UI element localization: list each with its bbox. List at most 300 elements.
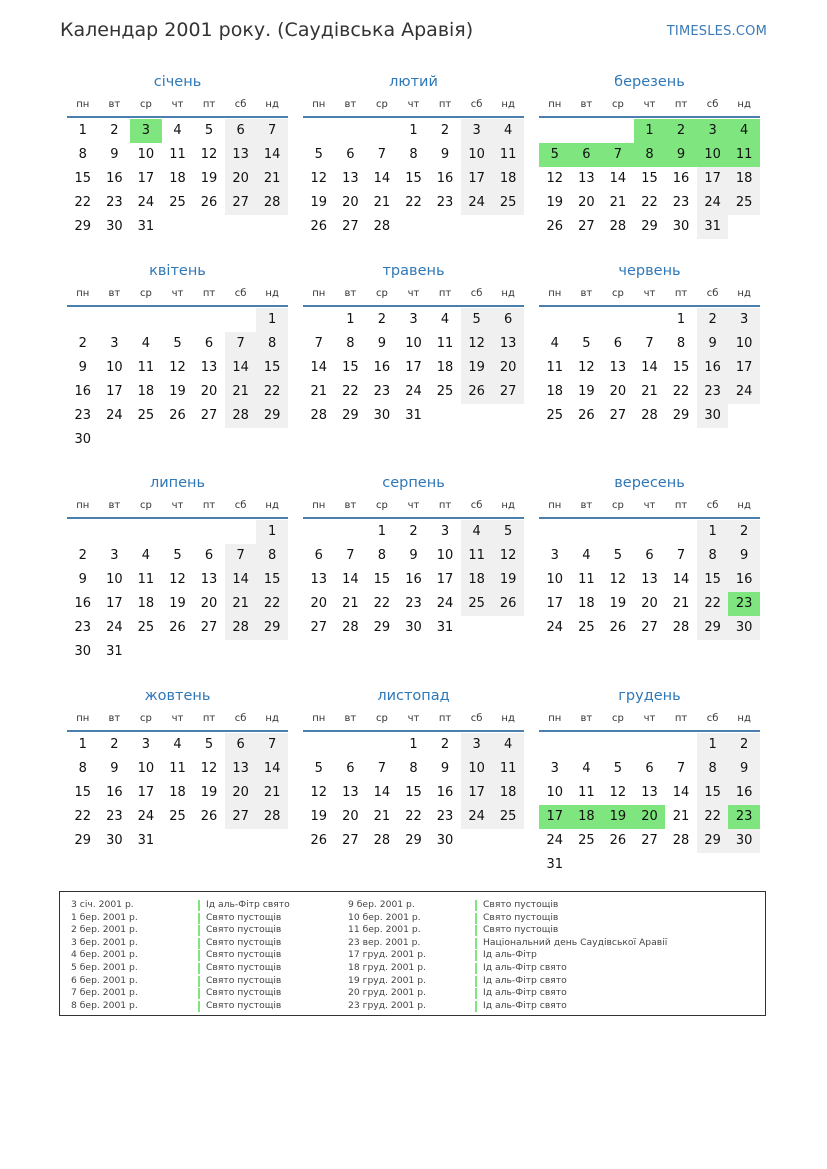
legend-date: 23 груд. 2001 р. <box>348 999 426 1011</box>
legend-date: 10 бер. 2001 р. <box>348 911 421 923</box>
day-cell: 8 <box>256 332 288 356</box>
day-cell: 1 <box>78 737 87 752</box>
day-cell: 23 <box>436 809 454 824</box>
legend-date: 1 бер. 2001 р. <box>71 911 138 923</box>
legend-row <box>348 962 667 975</box>
weekday-label: сб <box>234 713 247 724</box>
day-cell: 17 <box>728 356 760 380</box>
day-cell: 26 <box>546 219 564 234</box>
day-cell: 6 <box>645 548 654 563</box>
weekday-header <box>303 708 524 732</box>
holiday-day-cell: 11 <box>728 143 760 167</box>
legend-row <box>348 912 667 925</box>
day-cell: 20 <box>225 167 257 191</box>
day-cell: 10 <box>461 143 493 167</box>
day-cell: 9 <box>440 147 450 162</box>
day-cell: 19 <box>310 195 328 210</box>
day-cell: 8 <box>409 761 418 776</box>
empty-cell <box>539 119 571 143</box>
day-cell: 18 <box>546 384 564 399</box>
empty-cell <box>539 308 571 332</box>
day-cell: 12 <box>310 785 328 800</box>
weekday-label: сб <box>706 288 719 299</box>
legend-color-bar <box>198 988 200 999</box>
empty-cell <box>539 520 571 544</box>
day-cell: 21 <box>310 384 328 399</box>
day-cell: 15 <box>256 568 288 592</box>
day-cell: 22 <box>256 592 288 616</box>
day-cell: 1 <box>377 524 387 539</box>
day-cell: 24 <box>697 191 729 215</box>
day-cell: 3 <box>110 548 119 563</box>
weekday-label: пт <box>674 99 688 110</box>
legend-row <box>348 1000 667 1013</box>
day-cell: 5 <box>582 336 591 351</box>
weekday-label: вт <box>344 288 357 299</box>
month-name: лютий <box>389 74 438 90</box>
holiday-day-cell: 3 <box>697 119 729 143</box>
day-cell: 24 <box>461 805 493 829</box>
day-cell: 20 <box>492 356 524 380</box>
holiday-day-cell: 4 <box>728 119 760 143</box>
day-grid <box>303 119 524 239</box>
weekday-header <box>539 495 760 519</box>
day-cell: 13 <box>200 360 218 375</box>
legend-date: 19 груд. 2001 р. <box>348 974 426 986</box>
day-cell: 18 <box>728 167 760 191</box>
day-cell: 11 <box>492 757 524 781</box>
legend-color-bar <box>475 950 477 961</box>
month-name: серпень <box>382 475 445 491</box>
day-cell: 22 <box>405 195 422 210</box>
day-cell: 17 <box>461 167 493 191</box>
day-cell: 6 <box>645 761 654 776</box>
holiday-day-cell: 19 <box>602 805 634 829</box>
legend-color-bar <box>198 1001 200 1012</box>
day-cell: 15 <box>256 356 288 380</box>
empty-cell <box>366 119 398 143</box>
legend-holiday-name: Ід аль-Фітр свято <box>206 899 290 910</box>
weekday-label: нд <box>501 500 515 511</box>
day-cell: 4 <box>173 123 182 138</box>
weekday-label: вт <box>580 713 593 724</box>
day-cell: 18 <box>492 781 524 805</box>
day-cell: 13 <box>641 785 658 800</box>
day-cell: 14 <box>342 572 359 587</box>
month-name: грудень <box>618 688 681 704</box>
day-cell: 25 <box>578 833 595 848</box>
day-cell: 11 <box>169 761 186 776</box>
legend-date: 9 бер. 2001 р. <box>348 899 415 910</box>
empty-cell <box>602 733 634 757</box>
day-cell: 16 <box>106 171 123 186</box>
day-cell: 28 <box>672 833 690 848</box>
day-cell: 20 <box>200 596 218 611</box>
legend-color-bar <box>475 913 477 924</box>
month-name: червень <box>618 263 681 279</box>
legend-color-bar <box>198 976 200 987</box>
day-cell: 8 <box>676 336 686 351</box>
day-cell: 10 <box>546 785 564 800</box>
empty-cell <box>225 308 257 332</box>
month-block <box>303 70 524 239</box>
legend-row <box>348 975 667 988</box>
weekday-label: ср <box>139 99 152 110</box>
day-cell: 15 <box>373 572 391 587</box>
day-cell: 4 <box>440 312 450 327</box>
day-cell: 9 <box>110 761 119 776</box>
day-cell: 9 <box>409 548 418 563</box>
day-cell: 16 <box>373 360 391 375</box>
day-cell: 28 <box>373 219 391 234</box>
holiday-day-cell: 8 <box>634 143 666 167</box>
weekday-header <box>539 94 760 118</box>
day-cell: 4 <box>141 336 151 351</box>
weekday-label: вт <box>344 500 357 511</box>
day-cell: 27 <box>225 191 257 215</box>
day-cell: 10 <box>546 572 564 587</box>
day-cell: 16 <box>74 384 92 399</box>
legend-holiday-name: Свято пустощів <box>206 961 282 973</box>
day-cell: 24 <box>461 191 493 215</box>
day-cell: 23 <box>74 620 92 635</box>
day-cell: 29 <box>256 616 288 640</box>
day-cell: 21 <box>672 596 690 611</box>
month-block <box>67 684 288 853</box>
weekday-label: пн <box>76 288 90 299</box>
day-cell: 7 <box>377 147 387 162</box>
day-cell: 22 <box>256 380 288 404</box>
day-cell: 11 <box>492 143 524 167</box>
day-cell: 7 <box>645 336 654 351</box>
day-cell: 4 <box>582 761 591 776</box>
weekday-label: чт <box>643 500 656 511</box>
day-cell: 19 <box>310 809 328 824</box>
day-cell: 9 <box>377 336 387 351</box>
day-cell: 24 <box>405 384 422 399</box>
legend-row <box>348 899 667 912</box>
day-cell: 3 <box>461 119 493 143</box>
legend-row <box>71 949 290 962</box>
weekday-label: ср <box>139 288 152 299</box>
day-cell: 8 <box>409 147 418 162</box>
day-cell: 29 <box>74 219 92 234</box>
day-cell: 8 <box>697 757 729 781</box>
day-cell: 11 <box>578 785 595 800</box>
day-cell: 12 <box>200 147 218 162</box>
weekday-label: чт <box>407 99 420 110</box>
holiday-day-cell: 9 <box>665 143 697 167</box>
legend-holiday-name: Свято пустощів <box>483 911 559 923</box>
day-cell: 4 <box>173 737 182 752</box>
day-cell: 26 <box>609 620 627 635</box>
day-cell: 26 <box>169 620 186 635</box>
day-cell: 5 <box>173 336 182 351</box>
weekday-label: чт <box>407 500 420 511</box>
day-cell: 28 <box>256 191 288 215</box>
day-cell: 12 <box>200 761 218 776</box>
day-cell: 29 <box>641 219 658 234</box>
holiday-day-cell: 3 <box>130 119 162 143</box>
day-cell: 18 <box>137 384 155 399</box>
day-cell: 11 <box>169 147 186 162</box>
day-cell: 19 <box>461 356 493 380</box>
weekday-label: пн <box>312 288 326 299</box>
day-cell: 22 <box>74 809 92 824</box>
day-cell: 5 <box>461 308 493 332</box>
weekday-header <box>67 495 288 519</box>
day-cell: 17 <box>546 596 564 611</box>
day-cell: 3 <box>440 524 450 539</box>
legend-holiday-name: Свято пустощів <box>483 899 559 910</box>
weekday-label: вт <box>108 500 121 511</box>
day-cell: 21 <box>373 195 391 210</box>
day-cell: 13 <box>609 360 627 375</box>
weekday-label: ср <box>611 288 624 299</box>
day-cell: 21 <box>373 809 391 824</box>
weekday-label: нд <box>501 288 515 299</box>
day-cell: 20 <box>225 781 257 805</box>
month-name: листопад <box>377 688 450 704</box>
weekday-label: пн <box>76 500 90 511</box>
weekday-label: пн <box>548 288 562 299</box>
empty-cell <box>634 520 666 544</box>
weekday-label: чт <box>643 99 656 110</box>
day-cell: 5 <box>613 548 623 563</box>
weekday-label: ср <box>139 500 152 511</box>
legend-column-right <box>348 899 667 1012</box>
empty-cell <box>130 520 162 544</box>
day-cell: 23 <box>74 408 92 423</box>
day-cell: 23 <box>106 809 123 824</box>
day-cell: 1 <box>676 312 686 327</box>
empty-cell <box>366 733 398 757</box>
day-cell: 15 <box>697 568 729 592</box>
day-cell: 20 <box>342 195 359 210</box>
day-cell: 9 <box>697 332 729 356</box>
empty-cell <box>162 308 194 332</box>
day-cell: 5 <box>613 761 623 776</box>
day-cell: 13 <box>225 757 257 781</box>
day-cell: 14 <box>373 785 391 800</box>
legend-row <box>71 1000 290 1013</box>
month-name: квітень <box>149 263 206 279</box>
legend-color-bar <box>198 925 200 936</box>
day-cell: 23 <box>373 384 391 399</box>
day-cell: 8 <box>78 761 87 776</box>
day-cell: 16 <box>436 785 454 800</box>
day-cell: 28 <box>225 404 257 428</box>
day-cell: 19 <box>200 785 218 800</box>
day-cell: 11 <box>137 572 155 587</box>
day-cell: 30 <box>74 644 92 659</box>
day-cell: 19 <box>492 568 524 592</box>
day-cell: 19 <box>578 384 595 399</box>
weekday-label: нд <box>265 99 279 110</box>
empty-cell <box>130 308 162 332</box>
day-cell: 30 <box>405 620 422 635</box>
day-cell: 14 <box>256 143 288 167</box>
day-cell: 16 <box>405 572 422 587</box>
legend-date: 6 бер. 2001 р. <box>71 974 138 986</box>
day-cell: 12 <box>169 572 186 587</box>
day-cell: 9 <box>110 147 119 162</box>
holiday-day-cell: 1 <box>634 119 666 143</box>
day-cell: 28 <box>373 833 391 848</box>
weekday-label: ср <box>611 99 624 110</box>
day-cell: 29 <box>342 408 359 423</box>
day-cell: 23 <box>697 380 729 404</box>
day-cell: 16 <box>697 356 729 380</box>
day-cell: 17 <box>436 572 454 587</box>
day-cell: 17 <box>137 171 155 186</box>
day-cell: 2 <box>409 524 418 539</box>
weekday-label: пт <box>438 500 452 511</box>
holiday-day-cell: 6 <box>571 143 603 167</box>
legend-holiday-name: Ід аль-Фітр свято <box>483 974 567 986</box>
day-cell: 17 <box>697 167 729 191</box>
day-cell: 17 <box>137 785 155 800</box>
legend-date: 11 бер. 2001 р. <box>348 924 421 936</box>
month-block <box>303 684 524 853</box>
day-cell: 6 <box>225 119 257 143</box>
day-cell: 28 <box>609 219 627 234</box>
legend-holiday-name: Свято пустощів <box>483 924 559 936</box>
day-cell: 12 <box>609 572 627 587</box>
day-cell: 5 <box>173 548 182 563</box>
day-cell: 14 <box>225 568 257 592</box>
legend-row <box>71 924 290 937</box>
month-name: січень <box>153 74 202 90</box>
day-cell: 28 <box>225 616 257 640</box>
day-cell: 16 <box>728 781 760 805</box>
day-cell: 30 <box>373 408 391 423</box>
weekday-label: ср <box>375 99 388 110</box>
weekday-label: пт <box>202 713 216 724</box>
day-cell: 7 <box>225 544 257 568</box>
day-cell: 20 <box>342 809 359 824</box>
day-cell: 14 <box>672 572 690 587</box>
day-cell: 5 <box>204 123 214 138</box>
day-cell: 30 <box>106 219 123 234</box>
day-cell: 15 <box>74 171 92 186</box>
legend-date: 5 бер. 2001 р. <box>71 961 138 973</box>
day-cell: 26 <box>461 380 493 404</box>
legend-date: 2 бер. 2001 р. <box>71 924 138 936</box>
day-cell: 6 <box>492 308 524 332</box>
day-cell: 4 <box>492 119 524 143</box>
weekday-label: нд <box>501 99 515 110</box>
weekday-label: пн <box>312 99 326 110</box>
month-block <box>303 471 524 640</box>
day-cell: 2 <box>377 312 387 327</box>
empty-cell <box>225 520 257 544</box>
day-cell: 20 <box>609 384 627 399</box>
day-cell: 3 <box>550 548 559 563</box>
day-cell: 5 <box>204 737 214 752</box>
weekday-label: пн <box>548 713 562 724</box>
day-cell: 3 <box>141 737 151 752</box>
day-cell: 29 <box>373 620 391 635</box>
day-cell: 29 <box>74 833 92 848</box>
day-cell: 10 <box>461 757 493 781</box>
weekday-header <box>67 283 288 307</box>
weekday-label: ср <box>375 288 388 299</box>
legend-row <box>348 937 667 950</box>
day-cell: 7 <box>676 761 686 776</box>
day-cell: 24 <box>546 833 564 848</box>
day-grid <box>67 308 288 452</box>
weekday-header <box>303 283 524 307</box>
day-cell: 13 <box>641 572 658 587</box>
day-cell: 31 <box>697 215 729 239</box>
day-cell: 14 <box>256 757 288 781</box>
weekday-label: ср <box>375 500 388 511</box>
day-cell: 13 <box>342 171 359 186</box>
day-cell: 25 <box>461 592 493 616</box>
empty-cell <box>193 308 225 332</box>
weekday-label: нд <box>265 288 279 299</box>
month-block <box>539 70 760 239</box>
legend-row <box>71 962 290 975</box>
site-link[interactable]: TIMESLES.COM <box>666 24 767 39</box>
empty-cell <box>539 733 571 757</box>
day-cell: 10 <box>106 360 123 375</box>
day-cell: 1 <box>409 737 418 752</box>
empty-cell <box>162 520 194 544</box>
day-cell: 25 <box>492 191 524 215</box>
legend-holiday-name: Ід аль-Фітр свято <box>483 961 567 973</box>
day-cell: 26 <box>492 592 524 616</box>
day-cell: 10 <box>106 572 123 587</box>
weekday-label: вт <box>580 99 593 110</box>
day-cell: 30 <box>697 404 729 428</box>
day-cell: 8 <box>377 548 387 563</box>
day-cell: 10 <box>137 761 155 776</box>
day-cell: 14 <box>373 171 391 186</box>
weekday-label: сб <box>234 99 247 110</box>
day-cell: 22 <box>641 195 658 210</box>
weekday-label: пн <box>548 99 562 110</box>
day-cell: 19 <box>169 384 186 399</box>
legend-row <box>71 899 290 912</box>
day-cell: 14 <box>225 356 257 380</box>
day-cell: 13 <box>310 572 328 587</box>
empty-cell <box>571 308 603 332</box>
empty-cell <box>602 119 634 143</box>
day-cell: 22 <box>672 384 690 399</box>
holiday-day-cell: 18 <box>571 805 603 829</box>
day-cell: 30 <box>672 219 690 234</box>
month-name: липень <box>149 475 206 491</box>
weekday-header <box>67 94 288 118</box>
day-cell: 25 <box>137 408 155 423</box>
day-cell: 29 <box>405 833 422 848</box>
day-cell: 6 <box>204 548 214 563</box>
empty-cell <box>99 308 131 332</box>
day-cell: 27 <box>200 408 218 423</box>
day-cell: 10 <box>728 332 760 356</box>
day-cell: 22 <box>697 592 729 616</box>
day-cell: 11 <box>546 360 564 375</box>
holiday-day-cell: 20 <box>634 805 666 829</box>
day-cell: 12 <box>492 544 524 568</box>
day-cell: 18 <box>169 171 186 186</box>
day-cell: 25 <box>578 620 595 635</box>
day-cell: 18 <box>436 360 454 375</box>
day-cell: 21 <box>225 380 257 404</box>
day-grid <box>539 520 760 640</box>
